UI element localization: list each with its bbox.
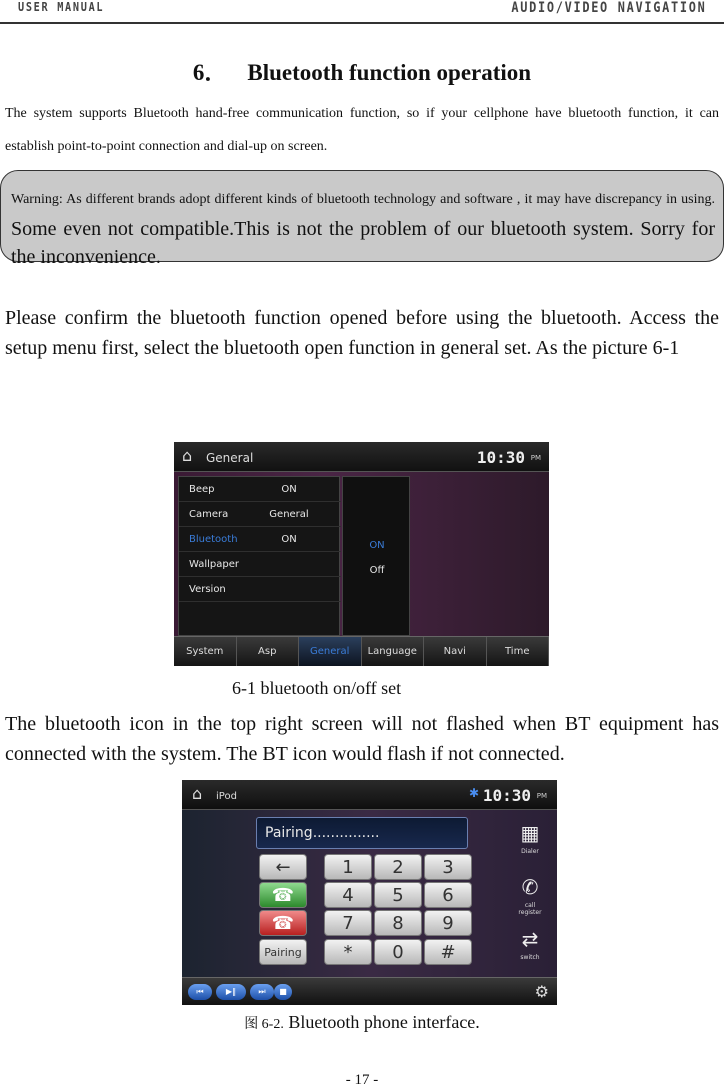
figure-caption-1: 6-1 bluetooth on/off set (232, 678, 402, 698)
tab-time: Time (487, 637, 550, 666)
option-on: ON (369, 540, 385, 551)
section-title-text: Bluetooth function operation (247, 60, 532, 85)
home-icon: ⌂ (182, 446, 193, 465)
clock: 10:30 (482, 786, 531, 805)
menu-row-version (179, 577, 341, 602)
bluetooth-icon: ✱ (468, 786, 479, 800)
key-9: 9 (424, 910, 472, 936)
menu-value: ON (281, 484, 297, 495)
menu-row-camera (179, 502, 341, 527)
warning-small-text: Warning: As different brands adopt different kinds of bluetooth technology and software , it may have discrepancy in using. (11, 192, 715, 207)
media-bar (182, 977, 557, 1005)
key-1: 1 (324, 854, 372, 880)
call-register-label: call register (518, 902, 542, 916)
settings-menu (178, 476, 340, 636)
tab-asp: Asp (237, 637, 300, 666)
gear-icon: ⚙ (534, 982, 549, 1001)
caption-text: Bluetooth phone interface. (288, 1012, 480, 1032)
keypad-icon: ▦ (520, 821, 540, 845)
page-header (0, 0, 724, 24)
menu-row-bluetooth (179, 527, 341, 552)
screen-top-bar (182, 780, 557, 810)
screen-top-bar (174, 442, 549, 472)
key-4: 4 (324, 882, 372, 908)
menu-value: ON (281, 534, 297, 545)
tab-language: Language (362, 637, 425, 666)
call-register-button (513, 872, 547, 924)
key-3: 3 (424, 854, 472, 880)
warning-box (0, 170, 724, 268)
menu-row-beep (179, 477, 341, 502)
end-call-key: ☎ (259, 910, 307, 936)
ampm: PM (530, 454, 541, 462)
switch-icon: ⇄ (521, 927, 539, 951)
bt-icon-paragraph: The bluetooth icon in the top right screen will not flashed when BT equipment has connected with the system. The BT icon would flash if not connected. (5, 713, 719, 765)
screen-title: iPod (216, 791, 237, 802)
key-5: 5 (374, 882, 422, 908)
screen-title: General (206, 451, 254, 465)
switch-label: switch (520, 954, 540, 961)
next-icon: ⏭ (250, 984, 274, 1000)
key-8: 8 (374, 910, 422, 936)
bluetooth-phone-screenshot (182, 780, 557, 1005)
ampm: PM (536, 792, 547, 800)
backspace-key: ← (259, 854, 307, 880)
section-title (0, 54, 724, 87)
warning-big-text: Some even not compatible.This is not the problem of our bluetooth system. Sorry for the inconvenience. (11, 218, 715, 268)
header-right-text: AUDIO/VIDEO NAVIGATION (510, 0, 706, 16)
clock: 10:30 (476, 448, 525, 467)
stop-icon: ■ (274, 984, 292, 1000)
menu-value: General (269, 509, 309, 520)
general-settings-screenshot (174, 442, 549, 666)
key-7: 7 (324, 910, 372, 936)
option-off: Off (369, 565, 385, 576)
tab-navi: Navi (424, 637, 487, 666)
switch-button (513, 924, 547, 976)
play-pause-icon: ▶‖ (216, 984, 246, 1000)
key-hash: # (424, 939, 472, 965)
menu-row-wallpaper (179, 552, 341, 577)
home-icon: ⌂ (192, 784, 203, 803)
pairing-display (256, 817, 468, 849)
instruction-paragraph: Please confirm the bluetooth function opened before using the bluetooth. Access the setup menu first, select the bluetooth open function in general set. As the picture 6-1 (5, 307, 719, 359)
pairing-key: Pairing (259, 939, 307, 965)
call-key: ☎ (259, 882, 307, 908)
menu-label: Bluetooth (189, 534, 238, 545)
tab-general: General (299, 637, 362, 666)
menu-label: Wallpaper (189, 559, 240, 570)
tab-system: System (174, 637, 237, 666)
menu-label: Version (189, 584, 226, 595)
header-left-text: USER MANUAL (18, 0, 105, 14)
key-2: 2 (374, 854, 422, 880)
caption-prefix: 图 6-2. (244, 1017, 284, 1032)
intro-paragraph: The system supports Bluetooth hand-free communication function, so if your cellphone have bluetooth function, it can establish point-to-point connection and dial-up on screen. (5, 106, 719, 154)
figure-caption-2 (0, 1012, 724, 1033)
settings-tabs (174, 636, 549, 666)
dialer-label: Dialer (521, 848, 539, 855)
key-6: 6 (424, 882, 472, 908)
dialer-button (513, 818, 547, 870)
key-star: * (324, 939, 372, 965)
previous-icon: ⏮ (188, 984, 212, 1000)
section-number: 6． (192, 60, 228, 85)
pairing-text: Pairing............... (265, 825, 380, 841)
key-0: 0 (374, 939, 422, 965)
options-panel (342, 476, 410, 636)
menu-label: Camera (189, 509, 229, 520)
page-number: - 17 - (345, 1072, 379, 1088)
menu-label: Beep (189, 484, 215, 495)
call-register-icon: ✆ (521, 875, 539, 899)
